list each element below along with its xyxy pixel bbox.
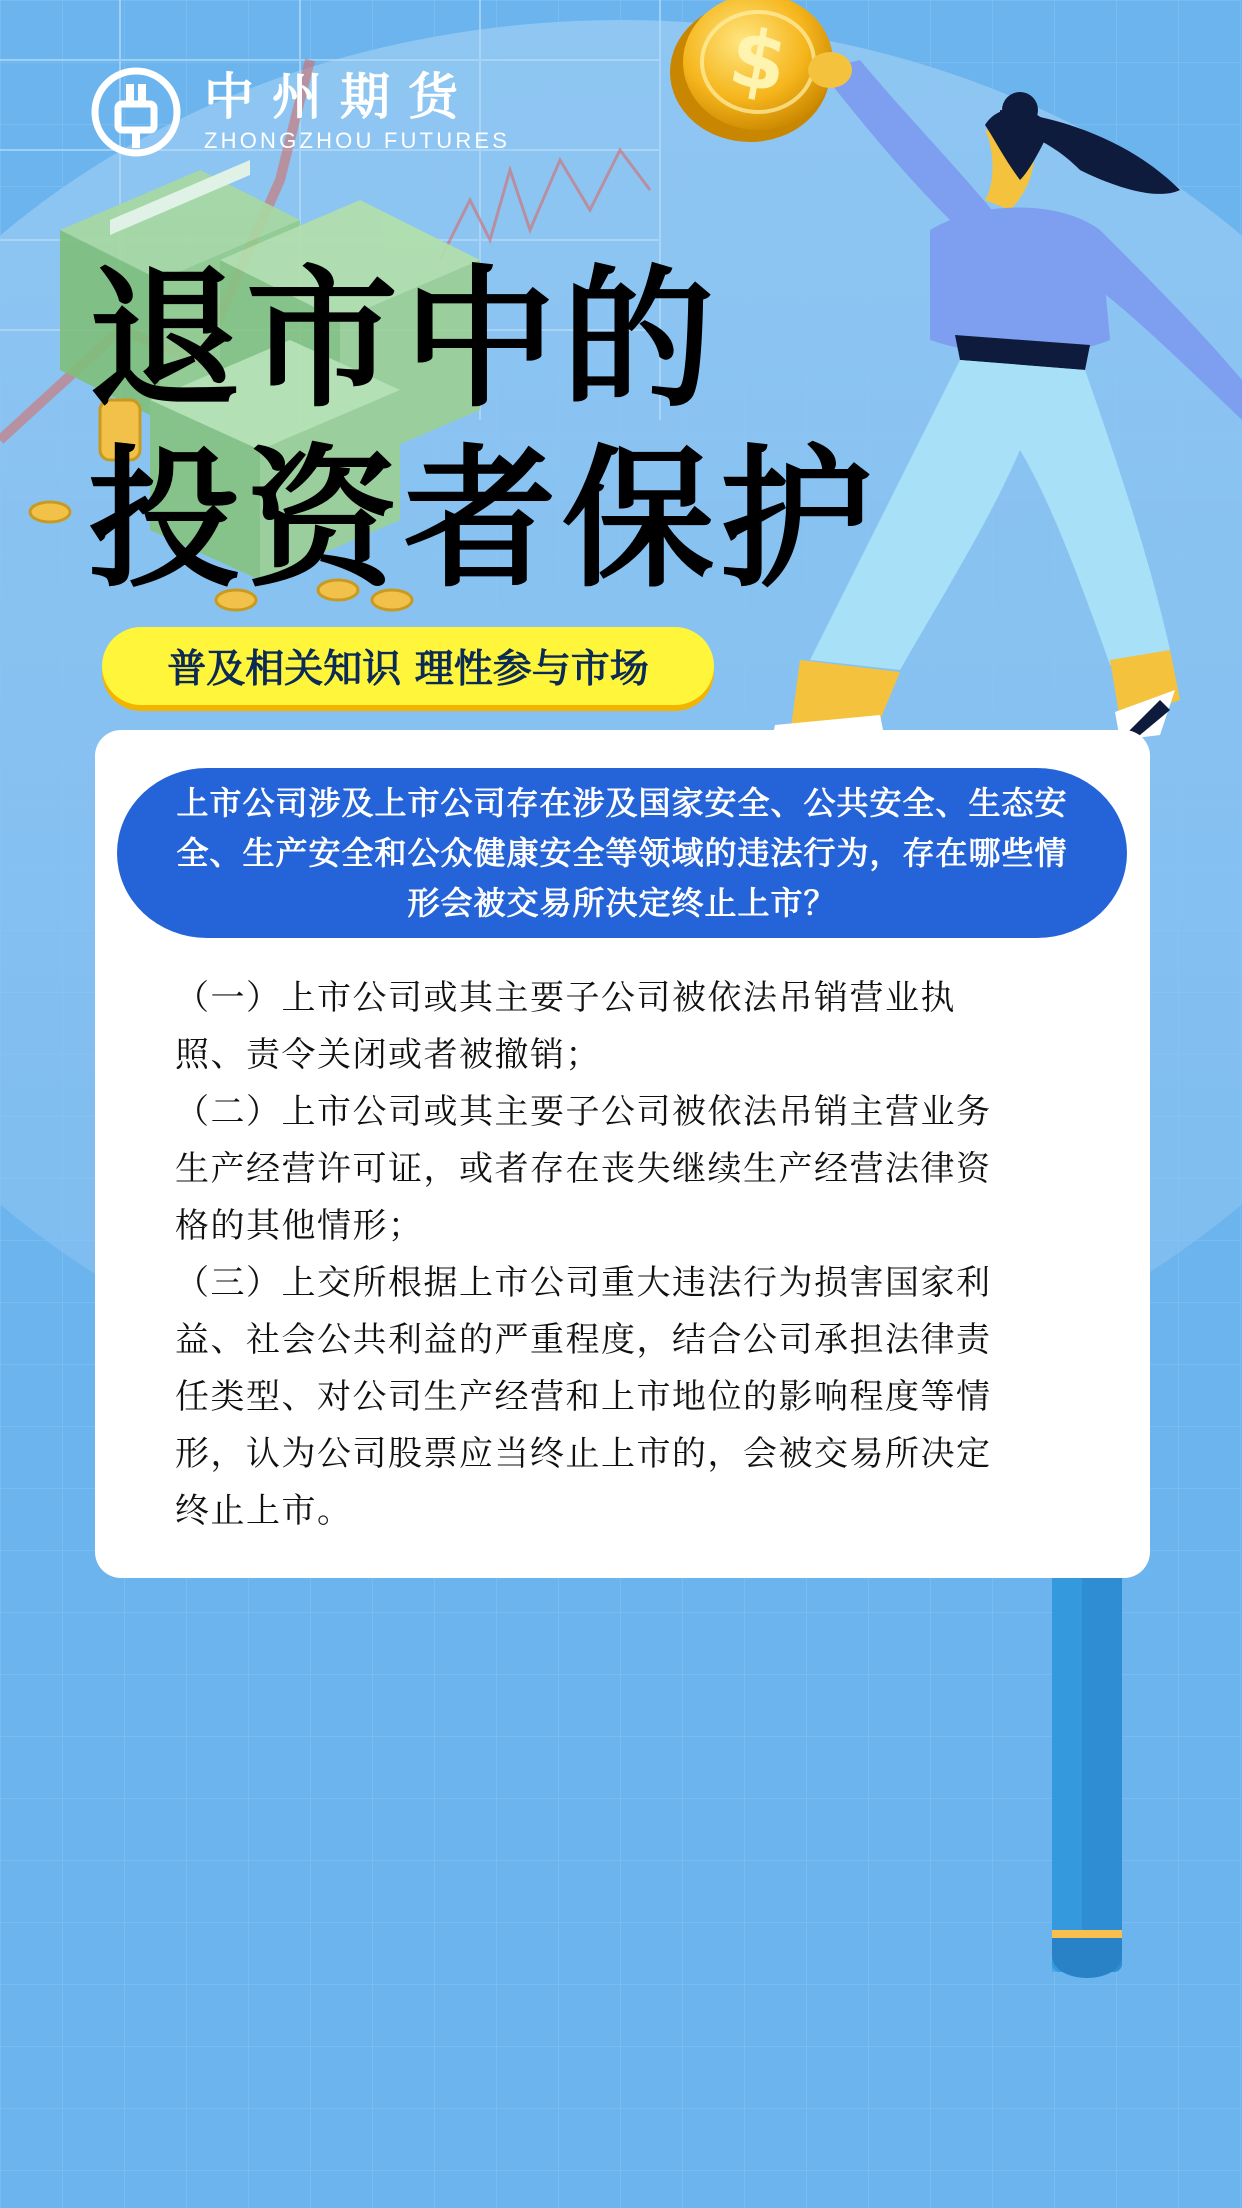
title-line-2: 投资者保护 [88,431,878,608]
answer-item: （三）上交所根据上市公司重大违法行为损害国家利益、社会公共利益的严重程度，结合公司承担法律责任类型、对公司生产经营和上市地位的影响程度等情形，认为公司股票应当终止上市的，会被交易所决定终止上市。 [175,1263,992,1531]
page-title [88,250,878,610]
question-text: 上市公司涉及上市公司存在涉及国家安全、公共安全、生态安全、生产安全和公众健康安全等领域的违法行为，存在哪些情形会被交易所决定终止上市？ [176,784,1068,922]
answer-item: （一）上市公司或其主要子公司被依法吊销营业执照、责令关闭或者被撤销； [175,978,956,1075]
logo-mark-icon [90,66,182,158]
title-line-1: 退市中的 [88,251,720,428]
brand-logo [90,66,510,158]
tagline-badge [102,627,714,705]
brand-name-cn: 中州期货 [204,68,476,126]
answer-item: （二）上市公司或其主要子公司被依法吊销主营业务生产经营许可证，或者存在丧失继续生产经营法律资格的其他情形； [175,1092,992,1246]
answer-list [175,970,1005,1540]
content-card [95,730,1150,1578]
tagline-text: 普及相关知识 理性参与市场 [167,647,649,692]
brand-name-en: ZHONGZHOU FUTURES [204,128,511,153]
svg-text:$: $ [722,9,794,112]
question-banner [117,768,1127,938]
